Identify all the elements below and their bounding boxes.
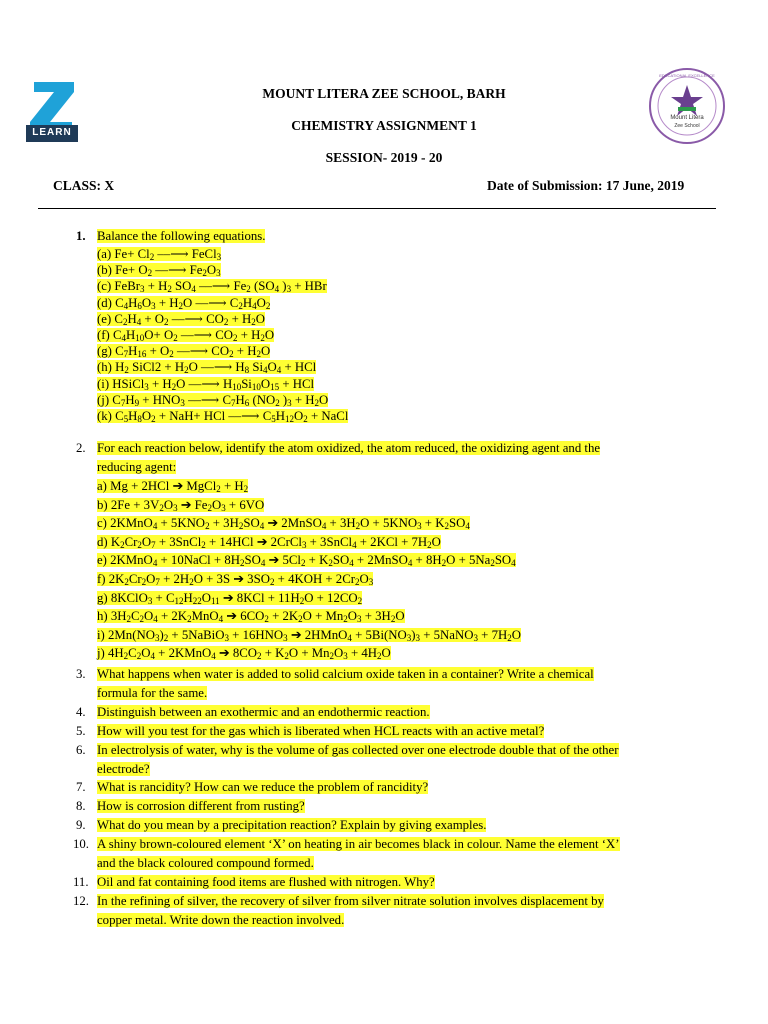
question-number: 5. — [76, 723, 86, 738]
school-name: MOUNT LITERA ZEE SCHOOL, BARH — [262, 86, 506, 101]
question-text-row — [97, 816, 486, 834]
q2-reaction: j) $4H_2C_2O_4$ + 2KMnO$_4$ ➔ $8CO_2 + K_2O + Mn_2O_3 + 4H_2O$ — [97, 646, 391, 662]
question-text: In the refining of silver, the recovery of silver from silver nitrate solution involves displacement by — [97, 893, 604, 908]
q2-reaction: g) 8KClO$_3$ + $C_{12}H_{22}O_{11}$ ➔ $8KCl + 11H_2O + 12CO_2$ — [97, 590, 363, 606]
q2-reaction-row — [97, 514, 470, 532]
question-text: Oil and fat containing food items are flushed with nitrogen. Why? — [97, 874, 435, 889]
q1-equation-row — [97, 407, 348, 425]
q2-reaction-row — [97, 496, 264, 514]
q1-equation: (k) $C_5H_8O_2 + NaH+$ HCl ––⟶ $C_5H_{12}O_2$ + NaCl — [97, 409, 349, 424]
question-number: 3. — [76, 667, 86, 681]
q1-equation: (c) FeBr$_3$ + $H_2$ $SO_4$ ––⟶ $Fe_2$ ($SO_4$ )$_3$ + HBr — [97, 279, 327, 295]
q2-reaction-row — [97, 626, 521, 644]
question-number: 12. — [73, 893, 89, 908]
q2-reaction-row — [97, 607, 405, 625]
question-number: 8. — [76, 799, 86, 814]
question-text: A shiny brown-coloured element ‘X’ on heating in air becomes black in colour. Name the element ‘X’ — [97, 837, 620, 852]
class-label: CLASS: X — [53, 178, 115, 193]
question-number: 11. — [73, 874, 89, 889]
q1-equation: (i) HSiCl$_3$ + $H_2O$ ––⟶ $H_{10}Si_{10}O_{15}$ + HCl — [97, 376, 315, 392]
question-text-row — [97, 684, 207, 702]
question-text: and the black coloured compound formed. — [97, 856, 314, 870]
question-number: 4. — [76, 704, 86, 719]
q2-reaction-row — [97, 570, 373, 588]
q2-reaction: i) $2Mn(NO_3)_2$ + 5NaBiO$_3$ + $16HNO_3$ ➔ 2HMnO$_4$ + $5Bi(NO_3)_3$ + 5NaNO$_3$ + $7H_2O$ — [97, 627, 521, 643]
q1-number: 1. — [76, 229, 86, 243]
seal-line2: Zee School — [674, 123, 700, 129]
q1-equation: (g) $C_7H_{16} + O_2$ ––⟶ $CO_2 + H_2O$ — [97, 344, 271, 360]
q2-number: 2. — [76, 441, 86, 455]
logo-text: LEARN — [32, 127, 72, 138]
question-text-row — [97, 892, 604, 910]
q2-reaction-row — [97, 533, 441, 551]
question-text: How will you test for the gas which is liberated when HCL reacts with an active metal? — [97, 723, 545, 738]
question-text-row — [97, 873, 435, 891]
q2-reaction: e) 2KMnO$_4$ + 10NaCl + $8H_2SO_4$ ➔ $5Cl_2 + K_2SO_4$ + 2MnSO$_4$ + $8H_2O + 5Na_2SO_4$ — [97, 553, 516, 569]
q2-prompt-line2: reducing agent: — [97, 460, 177, 474]
q2-reaction: a) Mg + 2HCl ➔ MgCl$_2$ + $H_2$ — [97, 479, 249, 494]
question-text: What do you mean by a precipitation reaction? Explain by giving examples. — [97, 818, 487, 833]
session-label: SESSION- 2019 - 20 — [325, 150, 443, 165]
question-number: 10. — [73, 837, 89, 852]
seal-line1: Mount Litera — [670, 115, 704, 121]
question-text: How is corrosion different from rusting? — [97, 799, 305, 814]
q2-reaction: d) $K_2Cr_2O_7$ + 3SnCl$_2$ + 14HCl ➔ 2CrCl$_3$ + 3SnCl$_4$ + $2KCl + 7H_2O$ — [97, 534, 441, 550]
q1-equation: (e) $C_2H_4 + O_2$ ––⟶ $CO_2 + H_2O$ — [97, 311, 265, 327]
question-text: copper metal. Write down the reaction involved. — [97, 912, 345, 927]
q2-reaction-row — [97, 477, 248, 495]
question-text-row — [97, 854, 314, 872]
q1-equation: (b) $Fe+ O_2$ ––⟶ $Fe_2O_3$ — [97, 263, 221, 279]
header-divider — [38, 208, 716, 209]
q2-reaction: h) $3H_2C_2O_4 + 2K_2MnO_4$ ➔ $6CO_2 + 2K_2O + Mn_2O_3 + 3H_2O$ — [97, 609, 405, 625]
question-text-row — [97, 703, 430, 721]
question-text-row — [97, 797, 305, 815]
question-text-row — [97, 722, 544, 740]
question-number: 6. — [76, 742, 86, 757]
q1-equation: (a) $Fe+ Cl_2$ ––⟶ FeCl$_3$ — [97, 247, 222, 262]
question-number: 7. — [76, 780, 86, 795]
question-text-row — [97, 911, 344, 929]
question-text: What happens when water is added to solid calcium oxide taken in a container? Write a chemical — [97, 667, 594, 681]
q2-reaction: c) 2KMnO$_4$ + $5KNO_2 + 3H_2SO_4$ ➔ 2MnSO$_4$ + $3H_2O + 5KNO_3 + K_2SO_4$ — [97, 516, 470, 532]
q2-reaction: b) $2Fe + 3V_2O_3$ ➔ $Fe_2O_3 + 6VO$ — [97, 497, 265, 513]
question-number: 9. — [76, 818, 86, 833]
question-text-row — [97, 665, 594, 683]
question-text: Distinguish between an exothermic and an endothermic reaction. — [97, 704, 430, 719]
q1-equation: (h) $H_2$ SiCl2 + $H_2O$ ––⟶ $H_8$ $Si_4O_4$ + HCl — [97, 360, 317, 376]
question-text-row — [97, 760, 150, 778]
question-text-row — [97, 835, 620, 853]
question-text: What is rancidity? How can we reduce the problem of rancidity? — [97, 780, 429, 795]
question-text-row — [97, 778, 428, 796]
question-text-row — [97, 741, 619, 759]
question-text: In electrolysis of water, why is the volume of gas collected over one electrode double that of the other — [97, 742, 619, 757]
q2-reaction-row — [97, 589, 362, 607]
question-text: formula for the same. — [97, 685, 208, 700]
q1-equation: (f) $C_4H_{10}O+ O_2$ ––⟶ $CO_2 + H_2O$ — [97, 328, 275, 343]
assignment-title: CHEMISTRY ASSIGNMENT 1 — [291, 118, 477, 133]
q1-equation: (j) $C_7H_9 + HNO_3$ ––⟶ $C_7H_6$ ($NO_2$ )$_3 + H_2O$ — [97, 392, 329, 408]
question-text: electrode? — [97, 761, 150, 776]
q1-prompt: Balance the following equations. — [97, 229, 266, 243]
q2-prompt-line1: For each reaction below, identify the atom oxidized, the atom reduced, the oxidizing agent and the — [97, 441, 601, 455]
submission-date: Date of Submission: 17 June, 2019 — [487, 178, 685, 193]
q2-reaction-row — [97, 551, 516, 569]
q2-reaction-row — [97, 644, 391, 662]
seal-ring-text: EDUCATIONAL EXCELLENCE — [659, 73, 715, 78]
q1-equation: (d) $C_4H_6O_3 + H_2O$ ––⟶ $C_2H_4O_2$ — [97, 295, 271, 311]
q2-reaction: f) $2K_2Cr_2O_7 + 2H_2O + 3S$ ➔ $3SO_2 + 4KOH + 2Cr_2O_3$ — [97, 572, 374, 587]
